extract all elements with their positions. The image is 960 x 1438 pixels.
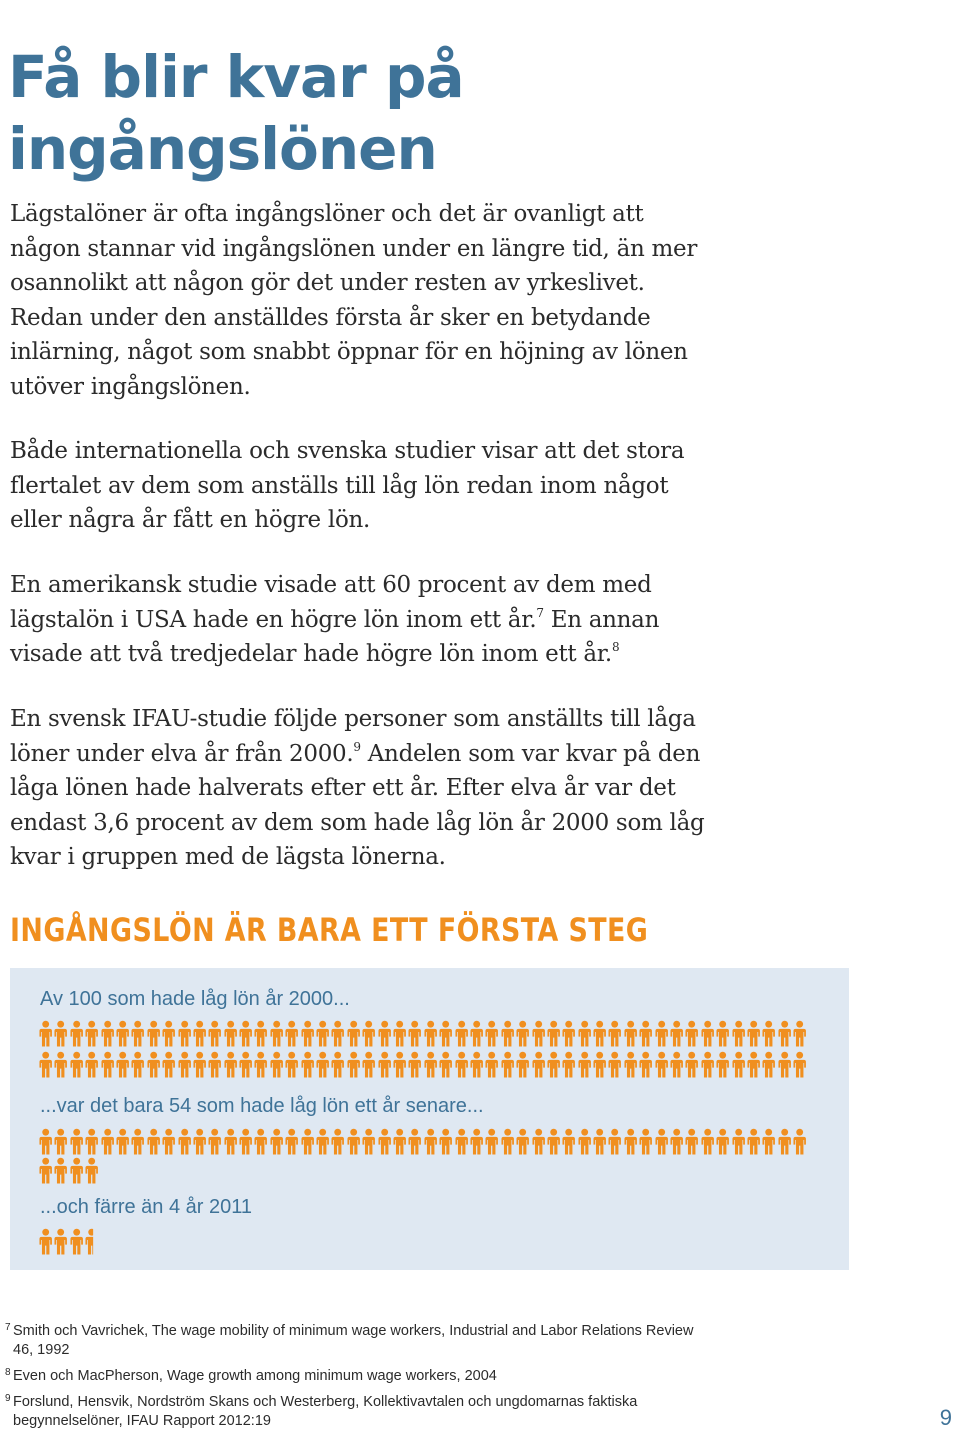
- person-icon: [84, 1051, 99, 1078]
- person-icon: [515, 1128, 530, 1155]
- person-icon: [484, 1128, 499, 1155]
- person-icon: [746, 1051, 761, 1078]
- paragraph-4: [10, 702, 710, 875]
- person-icon: [700, 1051, 715, 1078]
- person-icon: [192, 1051, 207, 1078]
- person-icon: [315, 1051, 330, 1078]
- infographic-box: [10, 968, 849, 1270]
- person-icon: [592, 1128, 607, 1155]
- person-icon: [315, 1128, 330, 1155]
- person-icon: [269, 1051, 284, 1078]
- person-icon: [438, 1128, 453, 1155]
- person-icon: [177, 1051, 192, 1078]
- person-icon: [269, 1128, 284, 1155]
- person-icon: [38, 1128, 53, 1155]
- person-icon: [115, 1128, 130, 1155]
- person-icon: [161, 1128, 176, 1155]
- person-icon: [361, 1020, 376, 1047]
- paragraph-3-text-a: En amerikansk studie visade att 60 procent av dem med lägstalön i USA hade en högre lön inom ett år.: [10, 572, 652, 633]
- person-icon: [469, 1051, 484, 1078]
- person-icon: [623, 1051, 638, 1078]
- person-icon: [515, 1020, 530, 1047]
- person-icon: [454, 1128, 469, 1155]
- person-icon: [777, 1128, 792, 1155]
- person-icon: [300, 1128, 315, 1155]
- person-icon: [361, 1128, 376, 1155]
- person-icon: [531, 1051, 546, 1078]
- person-icon: [500, 1051, 515, 1078]
- footnote-ref-7: 7: [536, 605, 544, 620]
- person-icon: [423, 1020, 438, 1047]
- footnote-text: Smith och Vavrichek, The wage mobility of minimum wage workers, Industrial and Labor Relations Review 46, 1992: [13, 1323, 694, 1358]
- footnote-ref-9: 9: [353, 739, 361, 754]
- person-icon: [423, 1128, 438, 1155]
- person-icon: [423, 1051, 438, 1078]
- person-icon: [715, 1051, 730, 1078]
- person-icon: [746, 1020, 761, 1047]
- person-icon: [84, 1128, 99, 1155]
- person-icon: [715, 1020, 730, 1047]
- person-icon: [454, 1020, 469, 1047]
- person-icon: [638, 1020, 653, 1047]
- person-icon: [207, 1051, 222, 1078]
- person-icon: [300, 1020, 315, 1047]
- person-icon: [761, 1128, 776, 1155]
- person-icon: [731, 1051, 746, 1078]
- person-icon: [253, 1128, 268, 1155]
- person-icon: [546, 1128, 561, 1155]
- person-icon: [177, 1128, 192, 1155]
- person-icon: [484, 1020, 499, 1047]
- person-icon: [69, 1020, 84, 1047]
- person-icon: [161, 1020, 176, 1047]
- person-icon: [346, 1020, 361, 1047]
- footnote-number: 9: [5, 1393, 11, 1404]
- paragraph-1-text: Lägstalöner är ofta ingångslöner och det är ovanligt att någon stannar vid ingångslönen under en längre tid, än mer osannolikt att någon gör det under resten av yrkeslivet. Redan under den anställdes första år sker en betydande inlärning, något som snabbt öppnar för en höjning av lönen utöver ingångslönen.: [10, 201, 698, 400]
- footnote-ref-8: 8: [611, 640, 620, 654]
- person-icon: [284, 1020, 299, 1047]
- person-icon: [607, 1020, 622, 1047]
- person-icon: [700, 1020, 715, 1047]
- person-icon: [115, 1020, 130, 1047]
- person-icon: [792, 1051, 807, 1078]
- person-icon: [69, 1157, 84, 1184]
- person-icon: [100, 1020, 115, 1047]
- person-icon: [546, 1051, 561, 1078]
- person-icon: [746, 1128, 761, 1155]
- person-icon: [69, 1051, 84, 1078]
- person-icon: [454, 1051, 469, 1078]
- paragraph-4-text-a: En svensk IFAU-studie följde personer som anställts till låga löner under elva år från 2000.: [10, 706, 696, 767]
- footnote-8: [5, 1367, 708, 1386]
- person-icon: [561, 1128, 576, 1155]
- person-icon: [700, 1128, 715, 1155]
- person-icon: [607, 1128, 622, 1155]
- person-icon: [592, 1051, 607, 1078]
- person-icon: [284, 1051, 299, 1078]
- person-icon: [130, 1020, 145, 1047]
- person-icon: [146, 1020, 161, 1047]
- person-icon: [407, 1128, 422, 1155]
- person-icon: [100, 1051, 115, 1078]
- person-icon: [177, 1020, 192, 1047]
- person-icon: [223, 1128, 238, 1155]
- person-icon: [407, 1020, 422, 1047]
- person-icon: [69, 1228, 84, 1255]
- footnote-7: [5, 1322, 708, 1360]
- person-icon: [84, 1157, 99, 1184]
- person-icon: [377, 1020, 392, 1047]
- person-icon: [577, 1051, 592, 1078]
- person-icon: [84, 1020, 99, 1047]
- person-icon: [38, 1228, 53, 1255]
- person-icon: [684, 1128, 699, 1155]
- page-title: Få blir kvar på ingångslönen: [8, 42, 464, 183]
- person-icon: [577, 1020, 592, 1047]
- person-icon: [792, 1128, 807, 1155]
- person-icon: [130, 1051, 145, 1078]
- people-row: [38, 1228, 100, 1255]
- person-icon: [715, 1128, 730, 1155]
- person-icon: [669, 1128, 684, 1155]
- person-icon: [407, 1051, 422, 1078]
- paragraph-2-text: Både internationella och svenska studier visar att det stora flertalet av dem som anställs till låg lön redan inom något eller några år fått en högre lön.: [10, 438, 685, 533]
- person-icon: [392, 1051, 407, 1078]
- person-icon: [192, 1128, 207, 1155]
- person-icon: [253, 1020, 268, 1047]
- person-icon: [684, 1020, 699, 1047]
- person-icon: [577, 1128, 592, 1155]
- person-icon: [731, 1020, 746, 1047]
- person-icon: [330, 1020, 345, 1047]
- person-icon: [38, 1157, 53, 1184]
- person-icon: [500, 1020, 515, 1047]
- paragraph-3: [10, 568, 710, 672]
- person-icon: [207, 1020, 222, 1047]
- person-icon: [684, 1051, 699, 1078]
- person-icon: [346, 1128, 361, 1155]
- person-icon: [53, 1228, 68, 1255]
- person-icon: [777, 1051, 792, 1078]
- paragraph-2: [10, 434, 710, 538]
- person-icon: [161, 1051, 176, 1078]
- person-icon: [654, 1020, 669, 1047]
- person-icon: [284, 1128, 299, 1155]
- person-icon: [300, 1051, 315, 1078]
- footnote-number: 8: [5, 1367, 11, 1378]
- person-icon: [223, 1020, 238, 1047]
- person-icon: [253, 1051, 268, 1078]
- person-icon: [623, 1020, 638, 1047]
- person-icon: [115, 1051, 130, 1078]
- person-icon: [377, 1128, 392, 1155]
- person-icon: [330, 1051, 345, 1078]
- person-icon: [377, 1051, 392, 1078]
- person-icon: [669, 1020, 684, 1047]
- person-icon: [53, 1128, 68, 1155]
- person-icon: [500, 1128, 515, 1155]
- person-icon: [638, 1051, 653, 1078]
- person-icon: [438, 1020, 453, 1047]
- person-icon: [146, 1128, 161, 1155]
- person-icon: [392, 1020, 407, 1047]
- footnote-number: 7: [5, 1322, 11, 1333]
- person-icon: [238, 1051, 253, 1078]
- person-icon: [238, 1128, 253, 1155]
- paragraph-4-text-b: Andelen som var kvar på den låga lönen hade halverats efter ett år. Efter elva år var det endast 3,6 procent av dem som hade låg lön år 2000 som låg kvar i gruppen med de lägsta lönerna.: [10, 740, 705, 870]
- section-heading: INGÅNGSLÖN ÄR BARA ETT FÖRSTA STEG: [10, 911, 649, 949]
- person-icon: [561, 1051, 576, 1078]
- person-icon: [469, 1128, 484, 1155]
- person-icon: [731, 1128, 746, 1155]
- infographic-label-2011: ...och färre än 4 år 2011: [40, 1196, 252, 1218]
- person-icon: [223, 1051, 238, 1078]
- person-icon: [69, 1128, 84, 1155]
- footnote-text: Forslund, Hensvik, Nordström Skans och Westerberg, Kollektivavtalen och ungdomarnas faktiska begynnelselöner, IFAU Rapport 2012:19: [13, 1394, 638, 1429]
- person-icon: [438, 1051, 453, 1078]
- person-icon: [346, 1051, 361, 1078]
- person-icon: [361, 1051, 376, 1078]
- person-icon: [207, 1128, 222, 1155]
- person-icon: [531, 1128, 546, 1155]
- infographic-label-start: Av 100 som hade låg lön år 2000...: [40, 988, 350, 1010]
- person-icon: [592, 1020, 607, 1047]
- person-icon: [669, 1051, 684, 1078]
- person-icon: [546, 1020, 561, 1047]
- person-icon: [192, 1020, 207, 1047]
- person-icon: [515, 1051, 530, 1078]
- person-icon: [146, 1051, 161, 1078]
- person-icon: [238, 1020, 253, 1047]
- person-icon: [53, 1157, 68, 1184]
- person-icon: [84, 1228, 99, 1255]
- person-icon: [561, 1020, 576, 1047]
- person-icon: [654, 1128, 669, 1155]
- people-row: [38, 1020, 808, 1047]
- person-icon: [53, 1051, 68, 1078]
- footnote-text: Even och MacPherson, Wage growth among minimum wage workers, 2004: [13, 1368, 497, 1384]
- person-icon: [531, 1020, 546, 1047]
- person-icon: [38, 1020, 53, 1047]
- person-icon: [607, 1051, 622, 1078]
- person-icon: [392, 1128, 407, 1155]
- footnote-9: [5, 1393, 708, 1431]
- person-icon: [654, 1051, 669, 1078]
- person-icon: [469, 1020, 484, 1047]
- person-icon: [638, 1128, 653, 1155]
- person-icon: [100, 1128, 115, 1155]
- people-row: [38, 1051, 808, 1078]
- paragraph-3-text-b: En annan visade att två tredjedelar hade högre lön inom ett år.: [10, 606, 660, 667]
- page-number: 9: [939, 1405, 952, 1430]
- person-icon: [330, 1128, 345, 1155]
- person-icon: [38, 1051, 53, 1078]
- people-row: [38, 1128, 808, 1155]
- person-icon: [53, 1020, 68, 1047]
- person-icon: [623, 1128, 638, 1155]
- person-icon: [315, 1020, 330, 1047]
- person-icon: [130, 1128, 145, 1155]
- infographic-label-after-one-year: ...var det bara 54 som hade låg lön ett år senare...: [40, 1095, 484, 1117]
- paragraph-1: [10, 197, 710, 404]
- person-icon: [761, 1020, 776, 1047]
- people-row: [38, 1157, 100, 1184]
- person-icon: [484, 1051, 499, 1078]
- person-icon: [792, 1020, 807, 1047]
- person-icon: [269, 1020, 284, 1047]
- footnotes: [5, 1322, 708, 1438]
- person-icon: [761, 1051, 776, 1078]
- person-icon: [777, 1020, 792, 1047]
